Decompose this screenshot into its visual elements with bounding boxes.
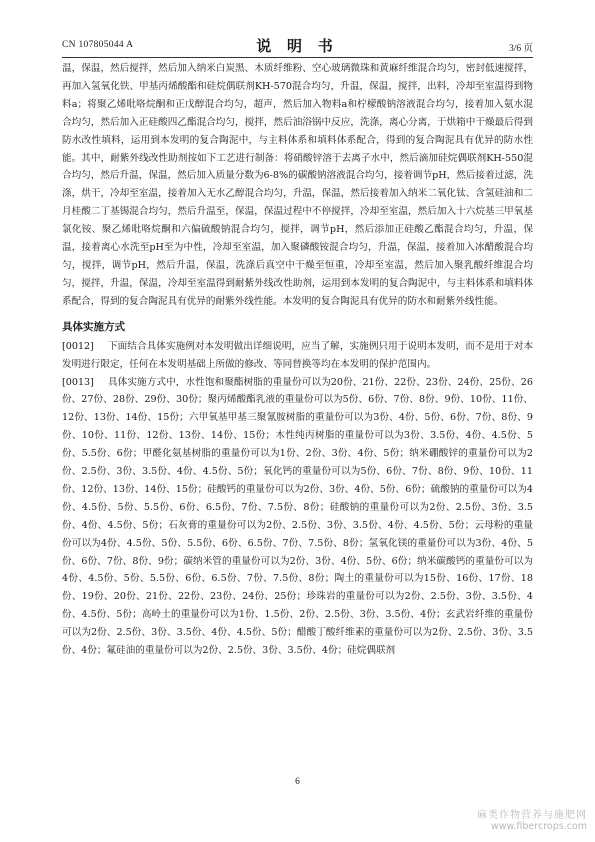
page-header [62, 35, 533, 55]
document-title: 说 明 书 [256, 39, 339, 55]
document-body [62, 60, 533, 660]
paragraph-0013 [62, 374, 533, 661]
paragraph-0012 [62, 338, 533, 374]
paragraph-number: [0012] [62, 340, 94, 352]
watermark-url: www.fibercrops.com [490, 821, 587, 832]
watermark [477, 810, 587, 832]
paragraph-number: [0013] [62, 376, 94, 388]
paragraph-continued: 温，保温，然后搅拌，然后加入纳米白炭黑、木质纤维粉、空心玻璃微珠和黄麻纤维混合均匀，密封低速搅拌，再加入氢氧化铁、甲基丙烯酸酯和硅烷偶联剂KH-570混合均匀，升温，保温，搅拌，出料，冷却至室温得到物料a；将聚乙烯吡咯烷酮和正戊醇混合均匀，超声，然后加入物料a和柠檬酸钠溶液混合均匀，接着加入氨水混合均匀，然后加入正硅酸四乙酯混合均匀，搅拌，然后油浴锅中反应，洗涤，离心分离，于烘箱中干燥最后得到防水改性填料，运用到本发明的复合陶泥中，与主料体系和填料体系配合，得到的复合陶泥具有优异的防水性能。其中，耐紫外线改性助剂按如下工艺进行制备：将硝酸锌溶于去离子水中，然后滴加硅烷偶联剂KH-550混合均匀，然后升温，保温，然后加入质量分数为6-8%的碳酸钠溶液混合均匀，接着调节pH，然后接着过滤，洗涤，烘干，冷却至室温，接着加入无水乙醇混合均匀，升温，保温，然后接着加入纳米二氧化钛、含氢硅油和二月桂酸二丁基锡混合均匀，然后升温至，保温，保温过程中不停搅拌，冷却至室温，然后加入十六烷基三甲氧基氯化铵、聚乙烯吡咯烷酮和六偏硫酸钠混合均匀，搅拌，调节pH，然后添加正硅酸乙酯混合均匀，升温，保温，接着离心水洗至pH至为中性，冷却至室温，加入聚磷酸铵混合均匀，升温，保温，接着加入冰醋酸混合均匀，搅拌，调节pH，然后升温，保温，洗涤后真空中干燥至恒重，冷却至室温，然后加入聚乳酸纤维混合均匀，搅拌，升温，保温，冷却至室温得到耐紫外线改性助剂，运用到本发明的复合陶泥中，与主料体系和填料体系配合，得到的复合陶泥具有优异的耐紫外线性能。本发明的复合陶泥具有优异的防水和耐紫外线性能。 [62, 63, 533, 307]
page-info: 3/6 页 [508, 44, 533, 54]
patent-number: CN 107805044 A [62, 40, 134, 50]
watermark-text: 麻类作物营养与施肥网 [477, 810, 587, 821]
paragraph-text: 具体实施方式中，水性饱和聚酯树脂的重量份可以为20份、21份、22份、23份、24份、25份、26份、27份、28份、29份、30份；聚丙烯酸酯乳液的重量份可以为5份、6份、7份、8份、9份、10份、11份、12份、13份、14份、15份；六甲氧基甲基三聚氰胺树脂的重量份可以为3份、4份、5份、6份、7份、8份、9份、10份、11份、12份、13份、14份、15份；木性纯丙树脂的重量份可以为3份、3.5份、4份、4.5份、5份、5.5份、6份；甲醛化氨基树脂的重量份可以为1份、2份、3份、4份、5份；纳米硼酸锌的重量份可以为2份、2.5份、3份、3.5份、4份、4.5份、5份；氧化钙的重量份可以为5份、6份、7份、8份、9份、10份、11份、12份、13份、14份、15份；硅酸钙的重量份可以为2份、3份、4份、5份、6份；硫酸钠的重量份可以为4份、4.5份、5份、5.5份、6份、6.5份、7份、7.5份、8份；硅酸钠的重量份可以为2份、2.5份、3份、3.5份、4份、4.5份、5份；石灰膏的重量份可以为2份、2.5份、3份、3.5份、4份、4.5份、5份；云母粉的重量份可以为4份、4.5份、5份、5.5份、6份、6.5份、7份、7.5份、8份；氢氧化镁的重量份可以为3份、4份、5份、6份、7份、8份、9份；碳纳米管的重量份可以为2份、3份、4份、5份、6份；纳米碳酸钙的重量份可以为4份、4.5份、5份、5.5份、6份、6.5份、7份、7.5份、8份；陶土的重量份可以为15份、16份、17份、18份、19份、20份、21份、22份、23份、24份、25份；珍珠岩的重量份可以为2份、2.5份、3份、3.5份、4份、4.5份、5份；高岭土的重量份可以为1份、1.5份、2份、2.5份、3份、3.5份、4份；玄武岩纤维的重量份可以为2份、2.5份、3份、3.5份、4份、4.5份、5份；醋酸丁酸纤维素的重量份可以为2份、2.5份、3份、3.5份、4份；氟硅油的重量份可以为2份、2.5份、3份、3.5份、4份；硅烷偶联剂 [62, 376, 533, 657]
paragraph-text: 下面结合具体实施例对本发明做出详细说明，应当了解，实施例只用于说明本发明，而不是用于对本发明进行限定，任何在本发明基础上所做的修改、等同替换等均在本发明的保护范围内。 [62, 340, 533, 370]
section-title: 具体实施方式 [62, 320, 125, 333]
header-rule [62, 57, 533, 58]
page-number: 6 [295, 777, 300, 787]
